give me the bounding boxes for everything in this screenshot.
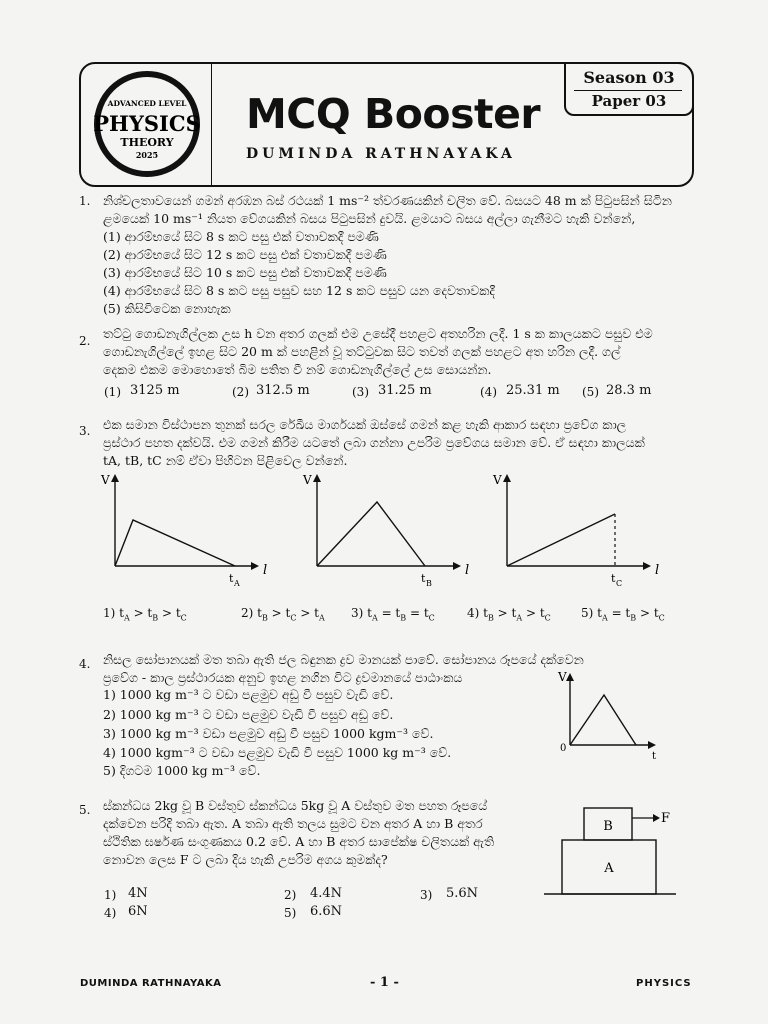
question-2-line-1: තට්ටු ගොඩනැගිල්ලක උස h වන අතර ගලක් එම උසේදී පහළට අතහරින ලදී. 1 s ක කාලයකට පසුව එම — [103, 326, 653, 341]
q5-option-4-value: 6N — [128, 904, 148, 919]
question-5-number: 5. — [79, 803, 91, 817]
graph-a-t-label: l — [263, 563, 268, 578]
q3-option-3: 3) $t_A = t_B = t_C$ — [351, 606, 435, 623]
q3-option-4: 4) $t_B > t_A > t_C$ — [467, 606, 551, 623]
q2-option-2-value: 312.5 m — [256, 383, 310, 398]
season-paper-box — [564, 62, 694, 116]
question-1-option-1: (1) ආරම්භයේ සිට 8 s කට පසු එක් වතාවකදී පමණි — [103, 229, 379, 244]
graph-c-tc-label: t — [611, 572, 616, 585]
footer-subject: PHYSICS — [636, 978, 692, 989]
question-2-line-2: ගොඩනැගිල්ලේ ඉහළ සිට 20 m ක් පහළින් වූ තට්ටුවක සිට තවත් ගලක් පහළට අත හරින ලදී. ගල් — [103, 344, 621, 359]
q5-option-1-value: 4N — [128, 886, 148, 901]
question-4-option-1: 1) 1000 kg m⁻³ ට වඩා පළමුව අඩු වී පසුව වැඩි වේ. — [103, 687, 394, 702]
q2-option-3-number: (3) — [352, 385, 369, 399]
question-3-number: 3. — [79, 424, 91, 438]
graph-a-v-label: V — [101, 473, 110, 487]
page-title: MCQ Booster — [246, 90, 541, 138]
question-1-option-2: (2) ආරම්භයේ සිට 12 s කට පසු එක් වතාවකදී පමණි — [103, 247, 387, 262]
q5-option-5-value: 6.6N — [310, 904, 343, 919]
graph-b-tb-label: t — [421, 572, 426, 585]
physics-logo — [81, 64, 211, 185]
question-2-line-3: දෙකම එකම මොහොතේ බිම පතිත වී නම් ගොඩනැගිල්ලේ උස සොයන්න. — [103, 362, 492, 377]
q2-option-5-value: 28.3 m — [606, 383, 652, 398]
q5-option-5-number: 5) — [284, 906, 297, 920]
graph-a-ta-sub: A — [234, 579, 240, 588]
q5-option-3-value: 5.6N — [446, 886, 479, 901]
graph-b-t-label: l — [465, 563, 470, 578]
q3-option-1: 1) $t_A > t_B > t_C$ — [103, 606, 187, 623]
logo-cell — [81, 64, 212, 185]
question-4-number: 4. — [79, 657, 91, 671]
q5-option-2-value: 4.4N — [310, 886, 343, 901]
q5-option-3-number: 3) — [420, 888, 433, 902]
page-number: - 1 - — [370, 975, 399, 990]
question-1-option-5: (5) කිසිවිටෙක නොහැක — [103, 301, 231, 316]
q5-option-2-number: 2) — [284, 888, 297, 902]
q4-velocity-graph — [550, 665, 670, 765]
force-f-label: F — [661, 811, 671, 826]
graph-c-t-label: l — [655, 563, 660, 578]
question-5-line-4: නොවන ලෙස F ට ලබා දිය හැකි උපරිම අගය කුමක්ද? — [103, 852, 388, 867]
question-4-line-2: ප්‍රවේග - කාල ප්‍රස්ථාරයක අනුව ඉහළ නගින විට ද්‍රවමානයේ පාඨාංකය — [103, 670, 463, 685]
question-1-option-3: (3) ආරම්භයේ සිට 10 s කට පසු එක් වතාවකදී පමණි — [103, 265, 387, 280]
paper-label: Paper 03 — [591, 92, 667, 110]
logo-line4: 2025 — [135, 150, 159, 160]
question-1-line-2: ළමයෙක් 10 ms⁻¹ නියත වේගයකින් බසය පිටුපසින් දුවයි. ළමයාට බසය අල්ලා ගැනීමට හැකි වන්නේ, — [103, 211, 636, 226]
question-4-option-4: 4) 1000 kgm⁻³ ට වඩා පළමුව වැඩි වී පසුව 1000 kg m⁻³ වේ. — [103, 745, 452, 760]
question-3-line-1: එක සමාන විස්ථාපන තුනක් සරල රේඛීය මාර්ගයක් ඔස්සේ ගමන් කළ හැකි ආකාර සඳහා ප්‍රවේග කාල — [103, 417, 627, 432]
block-a-label: A — [604, 861, 614, 876]
q5-option-1-number: 1) — [104, 888, 117, 902]
question-2-number: 2. — [79, 334, 91, 348]
question-1-number: 1. — [79, 194, 91, 208]
question-1-line-1: නිශ්චලතාවයෙන් ගමන් අරඹන බස් රථයක් 1 ms⁻² ත්වරණයකින් චලිත වේ. බසයට 48 m ක් පිටුපසින් සිටින — [103, 193, 672, 208]
season-divider — [574, 90, 682, 91]
q2-option-1-number: (1) — [104, 385, 121, 399]
graph-c — [492, 473, 659, 588]
graph-c-v-label: V — [493, 473, 502, 487]
q2-option-2-number: (2) — [232, 385, 249, 399]
graph-b-tb-sub: B — [426, 579, 432, 588]
logo-line2: PHYSICS — [93, 111, 201, 136]
question-4-option-5: 5) දිගටම 1000 kg m⁻³ වේ. — [103, 763, 261, 778]
question-4-line-1: නිසල සෝපානයක් මත තබා ඇති ජල බඳුනක ද්‍රව මානයක් පාවේ. සෝපානය රූපයේ දක්වෙන — [103, 652, 584, 667]
logo-line3: THEORY — [120, 136, 174, 149]
block-b-label: B — [603, 819, 613, 834]
question-3-line-3: tA, tB, tC නම් ඒවා පිහිටන පිළිවෙල වන්නේ. — [103, 453, 348, 468]
q4-origin-label: 0 — [560, 743, 567, 754]
question-4-option-3: 3) 1000 kg m⁻³ වඩා පළමුව අඩු වී පසුව 1000 kgm⁻³ වේ. — [103, 726, 434, 741]
graph-b — [302, 473, 469, 588]
q3-option-5: 5) $t_A = t_B > t_C$ — [581, 606, 665, 623]
graph-c-tc-sub: C — [616, 579, 623, 588]
graph-a — [100, 473, 267, 588]
graph-b-v-label: V — [303, 473, 312, 487]
question-5-line-3: ස්ථිතික ඝර්ෂණ සංගුණකය 0.2 වේ. A හා B අතර සාපේක්ෂ චලිතයක් ඇති — [103, 834, 495, 849]
q5-blocks-figure — [540, 800, 680, 900]
logo-line1: ADVANCED LEVEL — [107, 99, 187, 108]
q3-option-2: 2) $t_B > t_C > t_A$ — [241, 606, 325, 623]
question-5-line-2: දක්වෙන පරිදි තබා ඇත. A තබා ඇති තලය සුමට වන අතර A හා B අතර — [103, 816, 483, 831]
author-name: DUMINDA RATHNAYAKA — [246, 146, 516, 162]
q4-t-label: t — [652, 751, 657, 762]
q2-option-5-number: (5) — [582, 385, 599, 399]
q3-options-row — [103, 606, 683, 628]
footer-author: DUMINDA RATHNAYAKA — [80, 978, 222, 989]
q2-option-1-value: 3125 m — [130, 383, 180, 398]
q5-option-4-number: 4) — [104, 906, 117, 920]
q4-v-label: V — [558, 670, 567, 684]
question-1-option-4: (4) ආරම්භයේ සිට 8 s කට පසු පසුව සහ 12 s කට පසුව යන දෙවතාවකදී — [103, 283, 495, 298]
q2-option-4-value: 25.31 m — [506, 383, 560, 398]
q2-option-3-value: 31.25 m — [378, 383, 432, 398]
question-4-option-2: 2) 1000 kg m⁻³ ට වඩා පළමුව වැඩි වී පසුව අඩු වේ. — [103, 707, 394, 722]
season-label: Season 03 — [583, 68, 675, 87]
question-3-line-2: ප්‍රස්ථාර පහත දක්වයි. එම ගමන් කිරීම යටතේ ලබා ගන්නා උපරිම ප්‍රවේගය සමාන වේ. ඒ සඳහා කාලයක් — [103, 435, 645, 450]
q3-graphs — [95, 470, 695, 590]
question-5-line-1: ස්කන්ධය 2kg වූ B වස්තුව ස්කන්ධය 5kg වූ A වස්තුව මත පහත රූපයේ — [103, 798, 488, 813]
graph-a-ta-label: t — [229, 572, 234, 585]
q2-option-4-number: (4) — [480, 385, 497, 399]
